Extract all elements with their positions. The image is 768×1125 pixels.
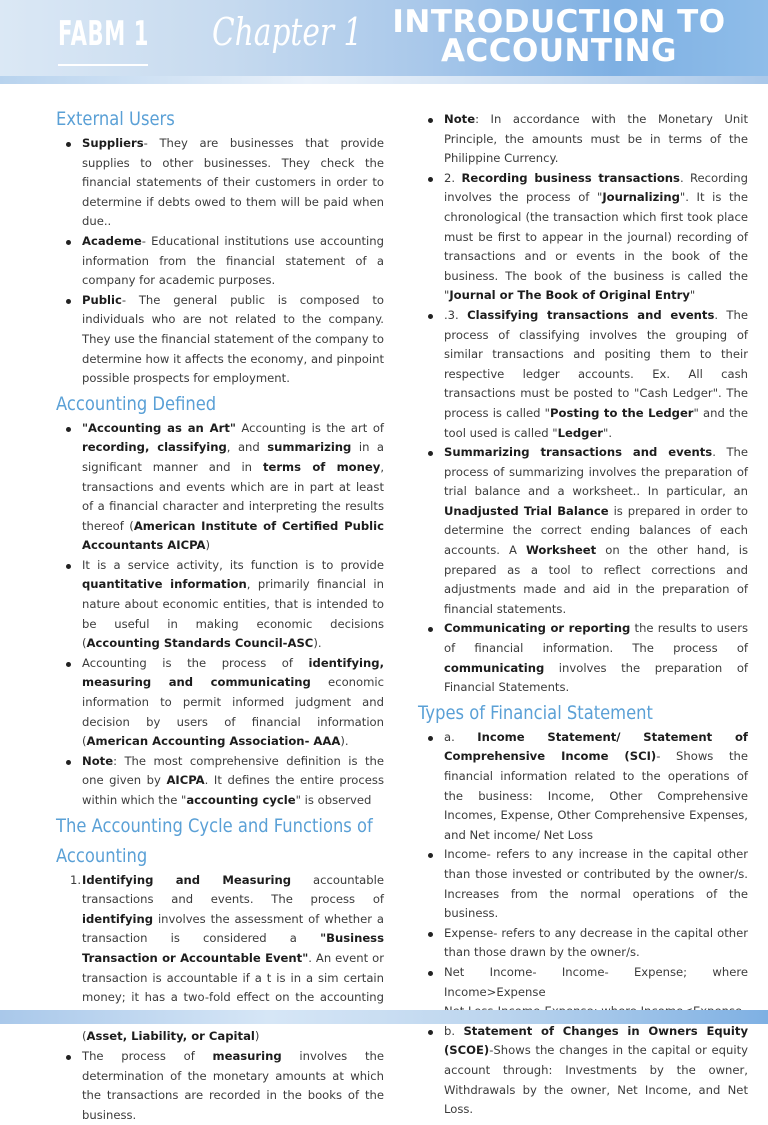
financial-statement-list bbox=[418, 728, 748, 1120]
list-item: Income- refers to any increase in the capital other than those invested or contributed by the owner/s. Increases from the normal operations of the business. bbox=[418, 845, 748, 923]
list-item: It is a service activity, its function is to provide quantitative information, primarily financial in nature about economic entities, that is intended to be useful in making economic decisions (Accounting Standards Council-ASC). bbox=[56, 556, 384, 654]
list-item: .3. Classifying transactions and events. The process of classifying involves the grouping of similar transactions and positing them to their respective ledger accounts. Ex. All cash transactions must be posted to "Cash Ledger". The process is called "Posting to the Ledger" and the tool used is called "Ledger". bbox=[418, 306, 748, 443]
list-item: Summarizing transactions and events. The process of summarizing involves the preparation of trial balance and a worksheet.. In particular, an Unadjusted Trial Balance is prepared in order to determine the correct ending balances of each accounts. A Worksheet on the other hand, is prepared as a tool to reflect corrections and adjustments made and aid in the preparation of financial statements. bbox=[418, 443, 748, 619]
left-column bbox=[56, 104, 384, 1125]
measuring-list bbox=[56, 1047, 384, 1125]
course-underline bbox=[58, 64, 148, 66]
heading-accounting-defined: Accounting Defined bbox=[56, 392, 217, 415]
chapter-label: Chapter 1 bbox=[212, 10, 363, 54]
course-label: FABM 1 bbox=[58, 14, 150, 54]
heading-external-users: External Users bbox=[56, 108, 175, 130]
header-banner bbox=[0, 0, 768, 84]
list-item: Note: In accordance with the Monetary Unit Principle, the amounts must be in terms of the Philippine Currency. bbox=[418, 110, 748, 169]
footer-bar bbox=[0, 1010, 768, 1024]
list-item: Expense- refers to any decrease in the capital other than those drawn by the owner/s. bbox=[418, 924, 748, 963]
page-title: INTRODUCTION TO ACCOUNTING bbox=[392, 4, 726, 69]
list-item: b. Statement of Changes in Owners Equity (SCOE)-Shows the changes in the capital or equity account through: Investments by the owner, Withdrawals by the owner, Net Income, and Net Loss. bbox=[418, 1022, 748, 1120]
list-item: Academe- Educational institutions use accounting information from the financial statement of a company for academic purposes. bbox=[56, 232, 384, 291]
list-item: Accounting is the process of identifying, measuring and communicating economic information to permit informed judgment and decision by users of financial information (American Accounting Association- AAA). bbox=[56, 654, 384, 752]
list-item: Suppliers- They are businesses that provide supplies to other businesses. They check the financial statements of their customers in order to determine if debts owed to them will be paid when due.. bbox=[56, 134, 384, 232]
right-column bbox=[418, 110, 748, 1120]
external-users-list bbox=[56, 134, 384, 389]
list-item: The process of measuring involves the determination of the monetary amounts at which the transactions are recorded in the books of the business. bbox=[56, 1047, 384, 1125]
list-item: 1. Identifying and Measuring accountable transactions and events. The process of identifying involves the assessment of whether a transaction is considered a "Business Transaction or Accountable Event". An event or transaction is accountable if a t is in a sim certain money; it has a two-fold effect on the accounting (Asset, Liability, or Capital) bbox=[70, 872, 385, 1044]
list-item: Net Income- Income- Expense; where Income>Expense bbox=[418, 963, 748, 1002]
list-item: 2. Recording business transactions. Recording involves the process of "Journalizing". It is the chronological (the transaction which first took place must be first to appear in the journal) recording of transactions and or events in the book of the business. The book of the business is called the "Journal or The Book of Original Entry" bbox=[418, 169, 748, 306]
heading-types-financial-statement: Types of Financial Statement bbox=[418, 701, 653, 724]
accounting-defined-list bbox=[56, 419, 384, 811]
cycle-steps-list bbox=[418, 110, 748, 698]
list-item: Public- The general public is composed to individuals who are not related to the company. They use the financial statement of the company to determine how it affects the economy, and pinpoint possible prospects for employment. bbox=[56, 291, 384, 389]
list-item: a. Income Statement/ Statement of Comprehensive Income (SCI)- Shows the financial information related to the operations of the business: Income, Other Comprehensive Incomes, Expense, Other Comprehensive Expenses, and Net income/ Net Loss bbox=[418, 728, 748, 846]
list-item: Communicating or reporting the results to users of financial information. The process of communicating involves the preparation of Financial Statements. bbox=[418, 619, 748, 697]
heading-accounting-cycle: The Accounting Cycle and Functions of Accounting bbox=[56, 814, 373, 867]
list-item: "Accounting as an Art" Accounting is the art of recording, classifying, and summarizing in a significant manner and in terms of money, transactions and events which are in part at least of a financial character and interpreting the results thereof (American Institute of Certified Public Accountants AICPA) bbox=[56, 419, 384, 556]
list-item: Note: The most comprehensive definition is the one given by AICPA. It defines the entire process within which the "accounting cycle" is observed bbox=[56, 752, 384, 811]
